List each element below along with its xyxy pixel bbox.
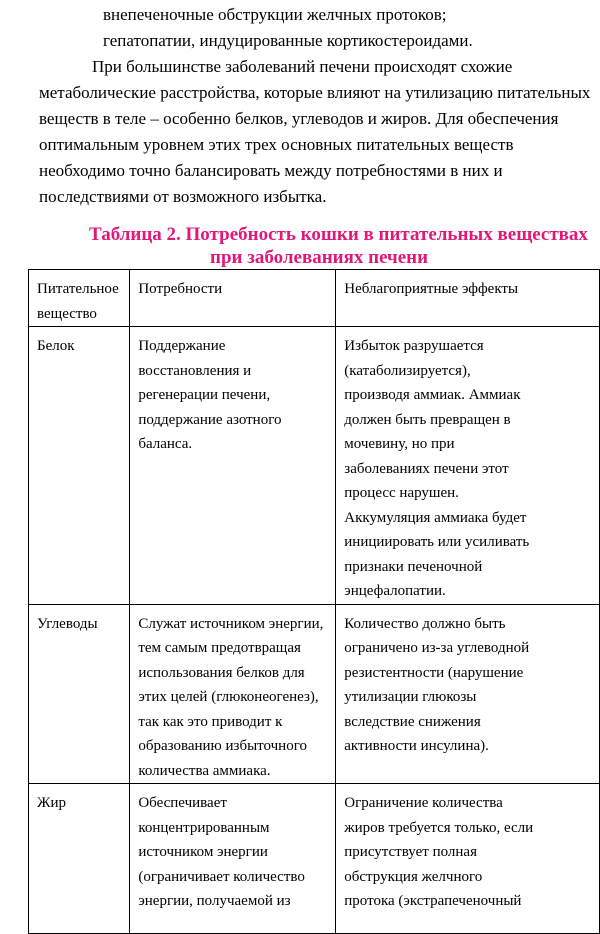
paragraph-line-1: При большинстве заболеваний печени происходят схожие <box>92 57 513 76</box>
cell-effects <box>336 604 600 784</box>
cell-line: баланса. <box>138 436 193 452</box>
table-header-row <box>29 270 600 327</box>
cell-line: заболеваниях печени этот <box>344 460 509 477</box>
cell-nutrient <box>29 327 130 605</box>
cell-line: протока (экстрапеченочный <box>344 893 522 909</box>
cell-line: этих целей (глюконеогенез), <box>138 689 319 705</box>
cell-line: Количество должно быть <box>344 615 506 632</box>
cell-nutrient <box>29 604 130 784</box>
cell-line: ограничено из-за углеводной <box>344 640 530 656</box>
cell-line: резистентности (нарушение <box>344 664 524 681</box>
paragraph-line-3: веществ в теле – особенно белков, углеводов и жиров. Для обеспечения <box>39 109 559 128</box>
cell-line: Жир <box>37 795 66 811</box>
cell-line: восстановления и <box>138 362 252 379</box>
cell-line: Аккумуляция аммиака будет <box>344 509 527 526</box>
cell-line: Поддержание <box>138 338 226 354</box>
cell-line: утилизации глюкозы <box>344 689 477 705</box>
cell-line: производя аммиак. Аммиак <box>344 387 521 403</box>
cell-effects <box>336 327 600 605</box>
nutrient-table <box>28 269 600 934</box>
table-title-line-2: при заболеваниях печени <box>210 247 429 268</box>
paragraph-line-6: последствиями от возможного избытка. <box>39 187 327 206</box>
bullet-line-1: внепеченочные обструкции желчных протоков; <box>103 5 447 24</box>
header-effects-line: Неблагоприятные эффекты <box>344 281 519 297</box>
cell-line: (ограничивает количество <box>138 868 305 885</box>
cell-line: поддержание азотного <box>138 411 282 428</box>
paragraph-line-5: необходимо точно балансировать между потребностями в них и <box>39 161 503 180</box>
cell-line: (катаболизируется), <box>344 362 471 379</box>
header-nutrient-line: Питательное <box>37 281 119 297</box>
cell-line: Обеспечивает <box>138 795 227 811</box>
cell-line: активности инсулина). <box>344 738 489 754</box>
cell-line: использования белков для <box>138 664 305 681</box>
cell-line: жиров требуется только, если <box>344 819 534 836</box>
cell-line: концентрированным <box>138 819 270 836</box>
cell-line: инициировать или усиливать <box>344 534 530 550</box>
cell-line: вследствие снижения <box>344 713 481 730</box>
cell-line: энцефалопатии. <box>344 583 446 599</box>
cell-line: Белок <box>37 338 75 354</box>
cell-line: обструкция желчного <box>344 868 483 885</box>
table-title-line-1: Таблица 2. Потребность кошки в питательных веществах <box>89 224 588 245</box>
cell-line: образованию избыточного <box>138 738 307 754</box>
table-row <box>29 604 600 784</box>
cell-line: так как это приводит к <box>138 713 283 730</box>
cell-line: источником энергии <box>138 844 268 860</box>
header-effects <box>336 270 600 327</box>
cell-effects <box>336 784 600 934</box>
cell-line: Избыток разрушается <box>344 338 484 354</box>
cell-line: тем самым предотвращая <box>138 640 301 656</box>
cell-line: количества аммиака. <box>138 762 271 779</box>
header-needs-line: Потребности <box>138 281 223 297</box>
header-nutrient-line: вещество <box>37 305 97 322</box>
cell-line: признаки печеночной <box>344 558 483 575</box>
paragraph-line-4: оптимальным уровнем этих трех основных питательных веществ <box>39 135 514 154</box>
header-nutrient <box>29 270 130 327</box>
cell-needs <box>130 784 336 934</box>
cell-line: энергии, получаемой из <box>138 893 291 909</box>
cell-needs <box>130 327 336 605</box>
bullet-line-2: гепатопатии, индуцированные кортикостероидами. <box>103 31 473 50</box>
cell-line: Служат источником энергии, <box>138 615 324 632</box>
cell-needs <box>130 604 336 784</box>
cell-line: регенерации печени, <box>138 387 271 403</box>
table-row <box>29 327 600 605</box>
cell-line: Углеводы <box>37 615 98 632</box>
cell-nutrient <box>29 784 130 934</box>
header-needs <box>130 270 336 327</box>
table-row <box>29 784 600 934</box>
paragraph-line-2: метаболические расстройства, которые влияют на утилизацию питательных <box>39 83 591 102</box>
cell-line: процесс нарушен. <box>344 485 459 501</box>
cell-line: должен быть превращен в <box>344 411 511 428</box>
cell-line: присутствует полная <box>344 844 477 860</box>
cell-line: мочевину, но при <box>344 436 455 452</box>
cell-line: Ограничение количества <box>344 795 503 811</box>
